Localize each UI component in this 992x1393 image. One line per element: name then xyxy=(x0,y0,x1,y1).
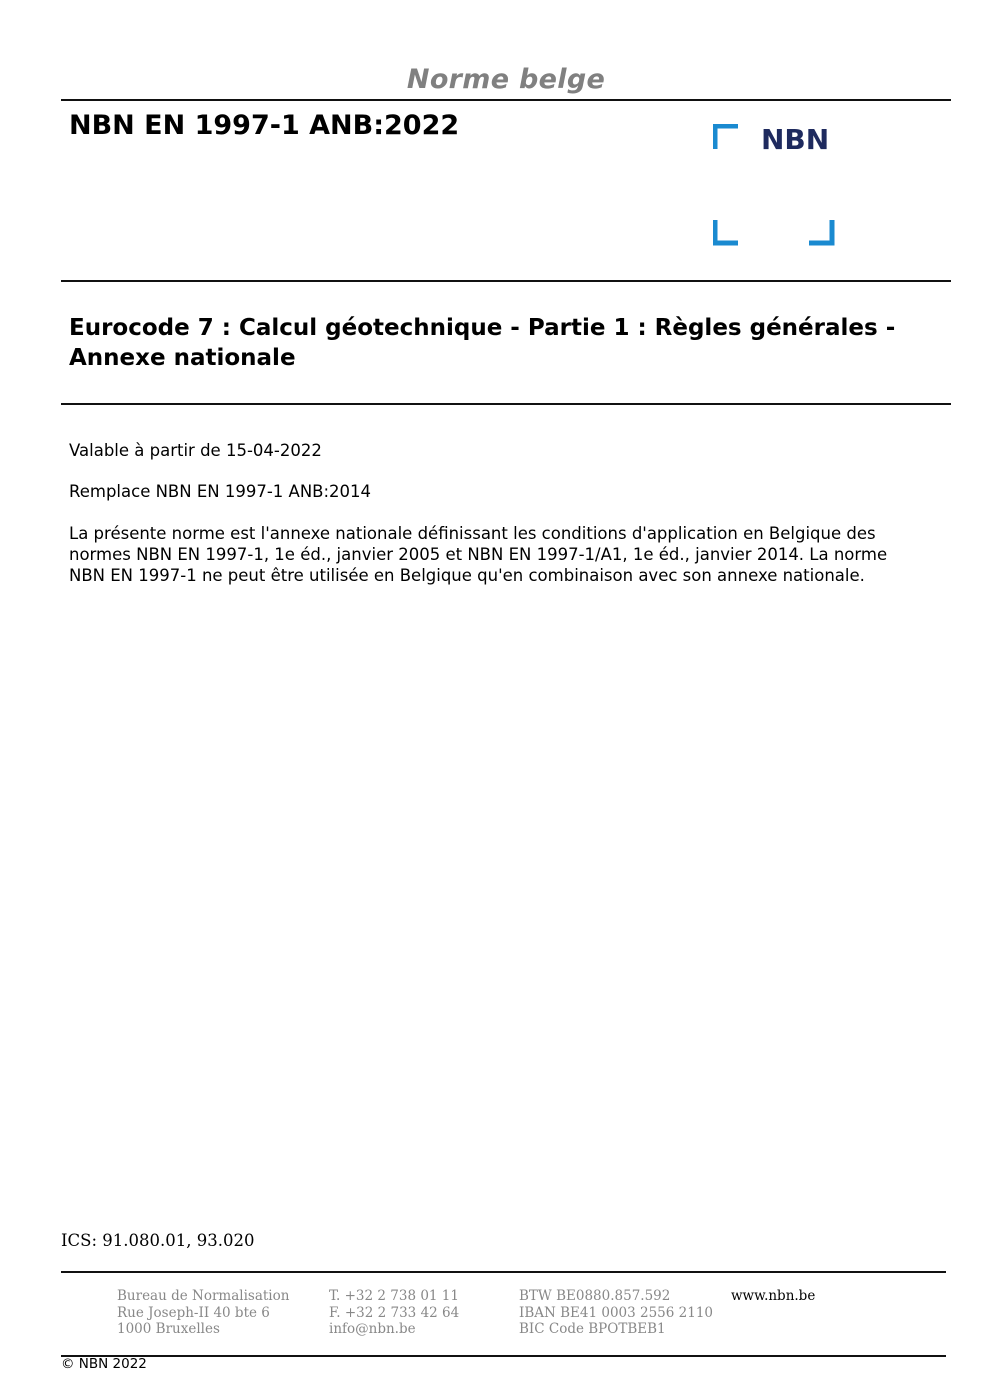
footer-iban: IBAN BE41 0003 2556 2110 xyxy=(519,1304,714,1321)
ics-codes: ICS: 91.080.01, 93.020 xyxy=(61,1231,255,1250)
valid-from: Valable à partir de 15-04-2022 xyxy=(69,441,322,460)
footer-phone: T. +32 2 738 01 11 xyxy=(329,1288,459,1304)
copyright: © NBN 2022 xyxy=(61,1356,147,1372)
document-category: Norme belge xyxy=(406,64,606,95)
footer-website-col xyxy=(731,1288,815,1305)
footer-fax: F. +32 2 733 42 64 xyxy=(329,1304,460,1321)
logo-corner-bottom-left xyxy=(715,220,738,243)
footer-address xyxy=(117,1288,289,1338)
description-line: La présente norme est l'annexe nationale définissant les conditions d'application en Belgique des xyxy=(69,524,876,543)
replaces-note: Remplace NBN EN 1997-1 ANB:2014 xyxy=(69,482,372,501)
footer-email[interactable]: info@nbn.be xyxy=(329,1321,416,1337)
standard-number: NBN EN 1997-1 ANB:2022 xyxy=(69,110,460,141)
footer-address-line: Rue Joseph-II 40 bte 6 xyxy=(117,1304,270,1321)
footer-address-line: Bureau de Normalisation xyxy=(117,1288,290,1304)
description-paragraph xyxy=(69,523,949,586)
logo-corner-top-left xyxy=(715,126,738,149)
header-divider xyxy=(61,99,951,101)
nbn-logo xyxy=(713,124,838,248)
footer-bottom-divider xyxy=(61,1355,946,1357)
footer-contact xyxy=(329,1288,459,1338)
footer-bic: BIC Code BPOTBEB1 xyxy=(519,1321,666,1337)
title-top-divider xyxy=(61,280,951,282)
logo-corner-bottom-right xyxy=(809,220,832,243)
logo-wordmark: NBN xyxy=(761,124,830,156)
nbn-logo-graphic xyxy=(713,124,838,248)
footer-top-divider xyxy=(61,1271,946,1273)
title-bottom-divider xyxy=(61,403,951,405)
description-line: NBN EN 1997-1 ne peut être utilisée en Belgique qu'en combinaison avec son annexe nationale. xyxy=(69,566,865,585)
footer-website-link[interactable]: www.nbn.be xyxy=(731,1288,816,1304)
footer-vat: BTW BE0880.857.592 xyxy=(519,1288,671,1304)
description-line: normes NBN EN 1997-1, 1e éd., janvier 2005 et NBN EN 1997-1/A1, 1e éd., janvier 2014. La norme xyxy=(69,545,888,564)
footer-bank xyxy=(519,1288,713,1338)
footer-address-line: 1000 Bruxelles xyxy=(117,1321,220,1337)
document-title: Eurocode 7 : Calcul géotechnique - Partie 1 : Règles générales - Annexe nationale xyxy=(69,315,896,371)
